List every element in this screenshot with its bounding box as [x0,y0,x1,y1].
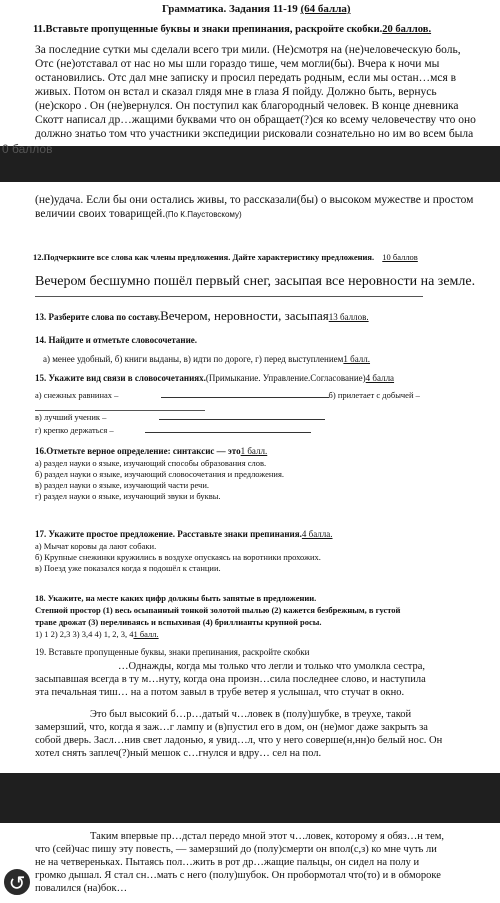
task-11-continuation: (не)удача. Если бы они остались живы, то рассказали(бы) о высоком мужестве и простом [35,194,474,206]
task-11-line: (не)скоро . Он (не)вернулся. Он поступил как благородный человек. В конце дневника [35,100,459,112]
task-16-option: б) раздел науки о языке, изучающий словосочетания и предложения. [35,469,285,479]
task-13-words: Вечером, неровности, засыпая [160,308,329,323]
task-19-line: собой дверь. Засл…нив свет ладонью, я увид…л, что у него совершe(н,нн)о белый нос. Он [35,735,443,746]
task-17-option: в) Поезд уже показался когда я подошёл к станции. [35,563,221,573]
task-11-line: остановились. Отс дал мне записку и просил передать родным, если мы остан…мся в [35,72,457,84]
page-3-line: что (сей)час пишу эту повесть, — замерзший до (полу)смерти он впол(с,з) ко мне чуть ли [35,844,437,855]
task-12-heading-text: 12.Подчеркните все слова как члены предложения. Дайте характеристику предложения. [33,252,375,262]
page-title-points: (64 балла) [300,3,351,15]
task-15-heading [35,373,394,383]
task-11-line: Отс (не)отставал от нас но мы шли гораздо тише, чем могли(бы). Вчера к ночи мы [35,58,440,70]
task-11-line: За последние сутки мы сделали всего три мили. (Не)смотря на (не)человеческую боль, [35,44,461,56]
task-19-line: хотел снять заплеч(?)ный мешок с…гнулся и вдру… сел на пол. [35,748,322,759]
task-18-heading: 18. Укажите, на месте каких цифр должны быть запятые в предложении. [35,593,317,603]
task-19-line: замерзший, что, когда я заж…г лампу и (в)пустил его в дом, он (не)мог даже закрыть за [35,722,428,733]
task-15-item-b-label: б) прилетает с добычей – [328,390,420,400]
task-14-points: 1 балл. [343,354,371,364]
page-gap-dark [0,773,500,823]
page-title [162,3,351,15]
page-3-line: не на четвереньках. Пытаясь пол…жить в рот др…жащие пальцы, он сидел на полу и [35,857,420,868]
task-15-points: 4 балла [365,373,395,383]
task-11-continuation [35,208,242,220]
task-11-line: живых. Потом он встал и сказал глядя мне в глаза Я пойду. Должно быть, вернусь [35,86,437,98]
task-13-heading-text: 13. Разберите слова по составу. [35,312,161,322]
answer-line [35,296,423,297]
task-16-heading [35,446,267,456]
page-3-line: повалился (на)бок… [35,883,128,894]
history-icon[interactable]: ↺ [2,867,32,897]
task-16-points: 1 балл. [240,446,268,456]
task-18-sentence: Степной простор (1) весь осыпанный тонкой золотой пылью (2) кажется безбрежным, в густой [35,605,401,615]
task-15-item-a-label: а) снежных равнинах – [35,390,119,400]
task-19-line: …Однажды, когда мы только что легли и только что умолкла сестра, [118,661,426,672]
page-3 [0,823,500,903]
task-12-heading [33,252,418,262]
task-17-option: а) Мычат коровы да лают собаки. [35,541,157,551]
task-15-hint: (Примыкание. Управление.Согласование) [205,373,366,383]
task-19-line: засыпавшая всегда в ту м…нуту, когда она произн…сила последнее слово, и наступила [35,674,426,685]
task-17-option: б) Крупные снежинки кружились в воздухе опускаясь на воротники прохожих. [35,552,321,562]
task-11-cont-text: величии своих товарищей. [35,208,166,220]
task-11-heading-text: 11.Вставьте пропущенные буквы и знаки препинания, раскройте скобки. [33,24,383,35]
task-14-heading: 14. Найдите и отметьте словосочетание. [35,335,198,345]
task-15-item-g [35,425,311,435]
answer-line [35,410,205,411]
dark-fragment-text: 0 баллов [2,142,53,156]
task-15-heading-text: 15. Укажите вид связи в словосочетаниях. [35,373,206,383]
task-15-item-v-label: в) лучший ученик – [35,412,107,422]
page-1 [0,0,500,150]
task-17-points: 4 балла. [301,529,333,539]
task-18-points: 1 балл. [133,629,159,639]
task-15-item-g-label: г) крепко держаться – [35,425,114,435]
task-16-heading-text: 16.Отметьте верное определение: синтаксис — это [35,446,241,456]
answer-blank[interactable] [161,397,329,398]
page-gap-dark [0,142,500,182]
task-13-points: 13 баллов. [328,312,369,322]
page-3-line: Таким впервые пр…дстал передо мной этот ч…ловек, которому я обяз…н тем, [90,831,445,842]
task-17-heading-text: 17. Укажите простое предложение. Расставьте знаки препинания. [35,529,302,539]
task-16-option: а) раздел науки о языке, изучающий способы образования слов. [35,458,267,468]
task-19-line: Это был высокий б…р…датый ч…ловек в (полу)шубке, в треухе, такой [90,709,412,720]
task-11-points: 20 баллов. [382,24,432,35]
task-18-sentence: траве дрожат (3) переливаясь и вспыхивая (4) бриллианты крупной росы. [35,617,322,627]
answer-blank[interactable] [145,432,311,433]
page-3-line: громко дышал. Я стал сн…мать с него (полу)шубок. Он пробормотал что(то) и в обмороке [35,870,441,881]
page-title-text: Грамматика. Задания 11-19 [162,3,298,15]
task-19-heading: 19. Вставьте пропущенные буквы, знаки препинания, раскройте скобки [35,647,310,657]
task-13-heading [35,308,369,324]
task-15-item-a [35,390,420,400]
task-18-options [35,629,159,639]
task-14-options [43,354,370,364]
task-11-line: должно знатьо том что участники экспедиции рисковали сознательно но им во всем была [35,128,474,140]
task-18-options-text: 1) 1 2) 2,3 3) 3,4 4) 1, 2, 3, 4 [35,629,134,639]
task-11-source: (По К.Паустовскому) [165,210,242,219]
answer-blank[interactable] [159,419,325,420]
task-17-heading [35,529,333,539]
task-12-sentence: Вечером бесшумно пошёл первый снег, засыпая все неровности на земле. [35,274,476,289]
task-19-line: эта печальная тиш… на а потом завыл в трубе ветер я услышал, что стучат в окно. [35,687,405,698]
task-11-line: Скотт написал др…жащими буквами что он обращает(?)ся ко всему человечеству что оно [35,114,476,126]
task-11-heading [33,24,431,35]
task-15-item-v [35,412,325,422]
task-16-option: г) раздел науки о языке, изучающий звуки и буквы. [35,491,221,501]
task-12-points: 10 баллов [382,252,418,262]
task-16-option: в) раздел науки о языке, изучающий части речи. [35,480,210,490]
page-2 [0,182,500,822]
task-14-options-text: а) менее удобный, б) книги выданы, в) идти по дороге, г) перед выступлением [43,354,344,364]
